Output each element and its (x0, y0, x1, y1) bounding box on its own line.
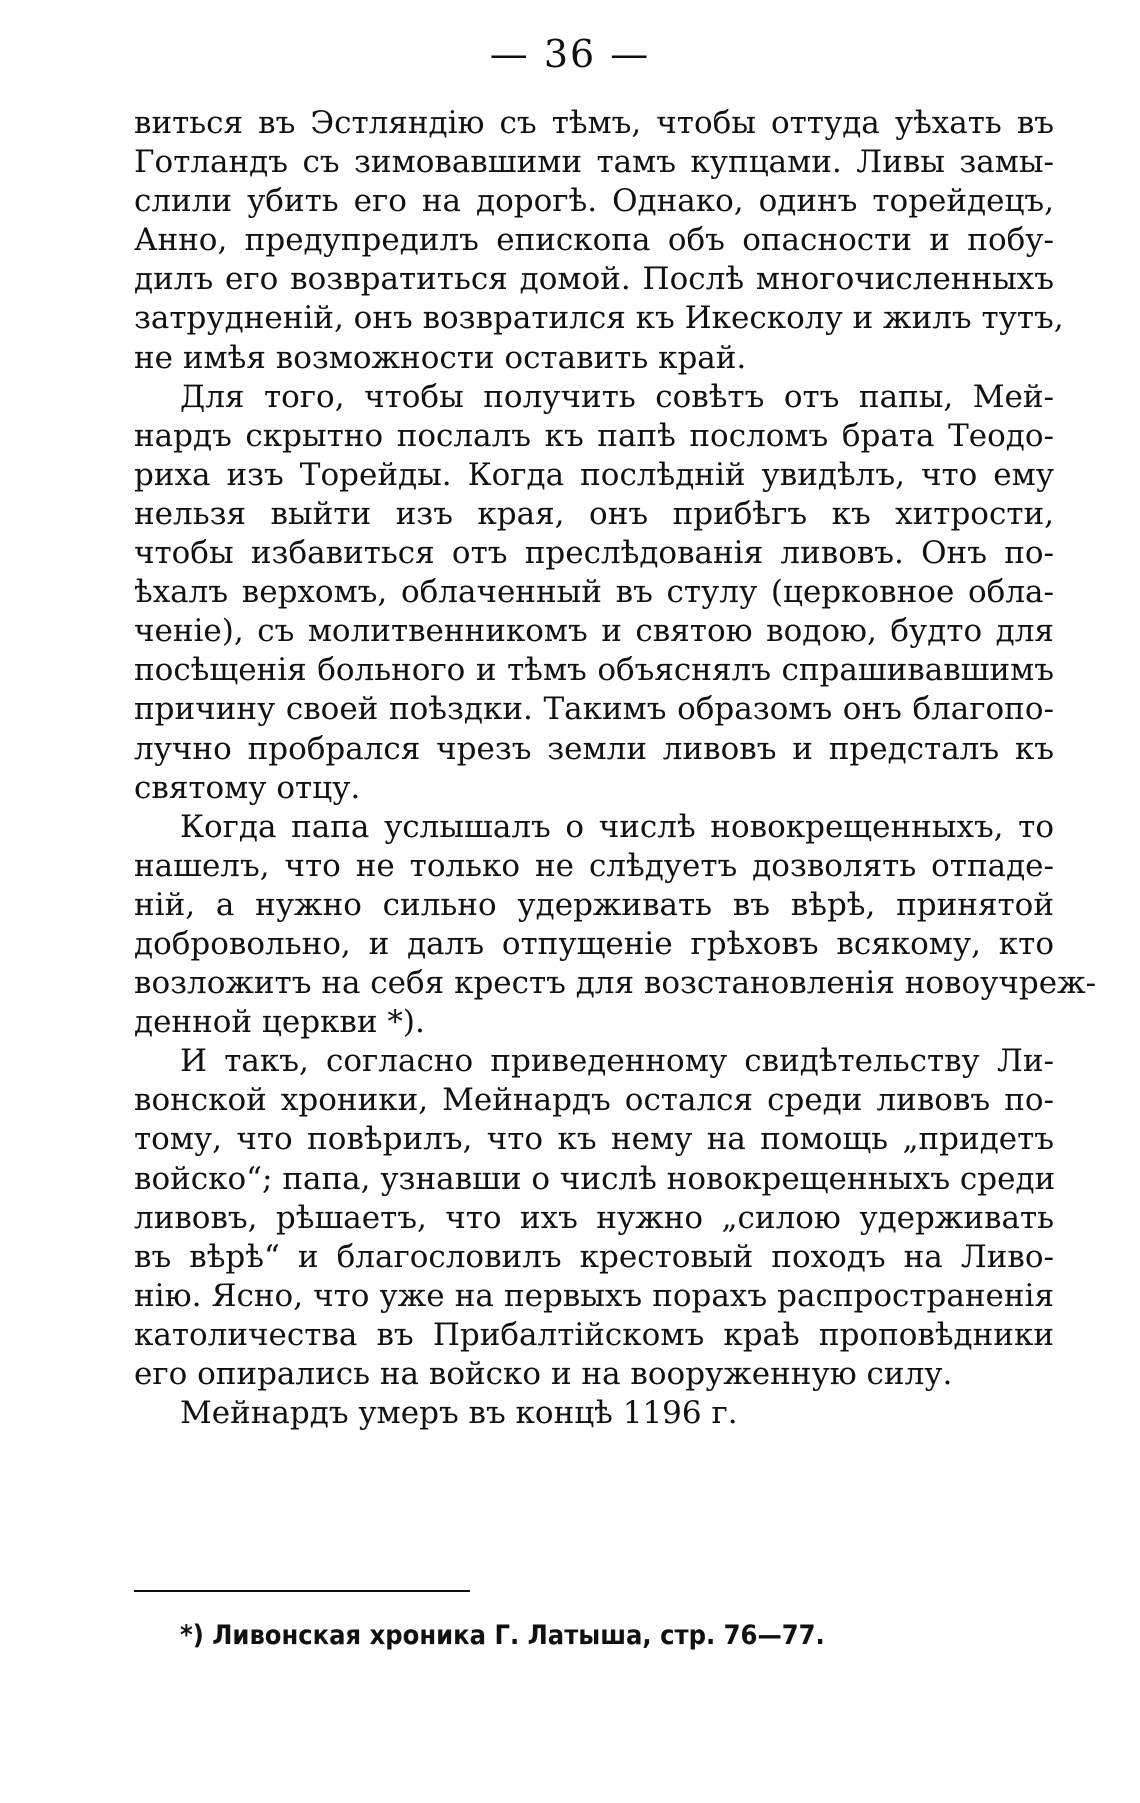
text-line: причину своей поѣздки. Такимъ образомъ онъ благопо- (134, 691, 1054, 728)
text-line: не имѣя возможности оставить край. (134, 339, 747, 376)
footnote: *) Ливонская хроника Г. Латыша, стр. 76—77. (180, 1620, 825, 1651)
text-line: тому, что повѣрилъ, что къ нему на помощь „придетъ (134, 1121, 1054, 1158)
text-line: Мейнардъ умеръ въ концѣ 1196 г. (180, 1395, 738, 1432)
text-line: чтобы избавиться отъ преслѣдованія ливовъ. Онъ по- (134, 535, 1054, 572)
paragraph-1 (134, 104, 1064, 378)
text-line: возложитъ на себя крестъ для возстановленія новоучреж- (134, 965, 1097, 1002)
text-line: вонской хроники, Мейнардъ остался среди ливовъ по- (134, 1082, 1054, 1119)
paragraph-4 (134, 1042, 1054, 1394)
text-line: виться въ Эстляндію съ тѣмъ, чтобы оттуда уѣхать въ (134, 105, 1054, 141)
body-text (134, 104, 1097, 1433)
text-line: нардъ скрытно послалъ къ папѣ посломъ брата Теодо- (134, 417, 1054, 454)
text-line: риха изъ Торейды. Когда послѣдній увидѣлъ, что ему (134, 456, 1054, 493)
text-line: ѣхалъ верхомъ, облаченный въ стулу (церковное обла- (134, 574, 1054, 611)
text-line: ченіе), съ молитвенникомъ и святою водою, будто для (134, 613, 1054, 650)
text-line: въ вѣрѣ“ и благословилъ крестовый походъ на Ливо- (134, 1238, 1054, 1275)
text-line: его опирались на войско и на вооруженную силу. (134, 1356, 953, 1392)
text-line: лучно пробрался чрезъ земли ливовъ и предсталъ къ (134, 730, 1054, 767)
paragraph-3 (134, 808, 1097, 1043)
text-line: нельзя выйти изъ края, онъ прибѣгъ къ хитрости, (134, 495, 1054, 532)
text-line: католичества въ Прибалтійскомъ краѣ проповѣдники (134, 1316, 1054, 1353)
text-line: посѣщенія больного и тѣмъ объяснялъ спрашивавшимъ (134, 652, 1054, 689)
text-line: Для того, чтобы получить совѣтъ отъ папы, Мей- (180, 378, 1054, 415)
text-line: ливовъ, рѣшаетъ, что ихъ нужно „силою удерживать (134, 1199, 1054, 1236)
text-line: денной церкви *). (134, 1004, 425, 1041)
text-line: затрудненій, онъ возвратился къ Икесколу и жилъ тутъ, (134, 300, 1064, 337)
text-line: дилъ его возвратиться домой. Послѣ многочисленныхъ (134, 261, 1054, 298)
text-line: войско“; папа, узнавши о числѣ новокрещенныхъ среди (134, 1160, 1056, 1197)
text-line: нію. Ясно, что уже на первыхъ порахъ распространенія (134, 1277, 1054, 1314)
paragraph-2 (134, 378, 1054, 808)
text-line: Анно, предупредилъ епископа объ опасности и побу- (134, 222, 1054, 259)
text-line: слили убить его на дорогѣ. Однако, одинъ торейдецъ, (134, 183, 1054, 220)
page-number: — 36 — (489, 32, 651, 76)
text-line: святому отцу. (134, 769, 361, 806)
text-line: ній, а нужно сильно удерживать въ вѣрѣ, принятой (134, 886, 1054, 923)
text-line: Готландъ съ зимовавшими тамъ купцами. Ливы замы- (134, 144, 1054, 181)
text-line: добровольно, и далъ отпущеніе грѣховъ всякому, кто (134, 925, 1054, 962)
footnote-divider (134, 1590, 470, 1592)
paragraph-5 (134, 1394, 1054, 1433)
text-line: И такъ, согласно приведенному свидѣтельству Ли- (180, 1043, 1054, 1080)
text-line: Когда папа услышалъ о числѣ новокрещенныхъ, то (180, 808, 1054, 845)
text-line: нашелъ, что не только не слѣдуетъ дозволять отпаде- (134, 847, 1054, 884)
